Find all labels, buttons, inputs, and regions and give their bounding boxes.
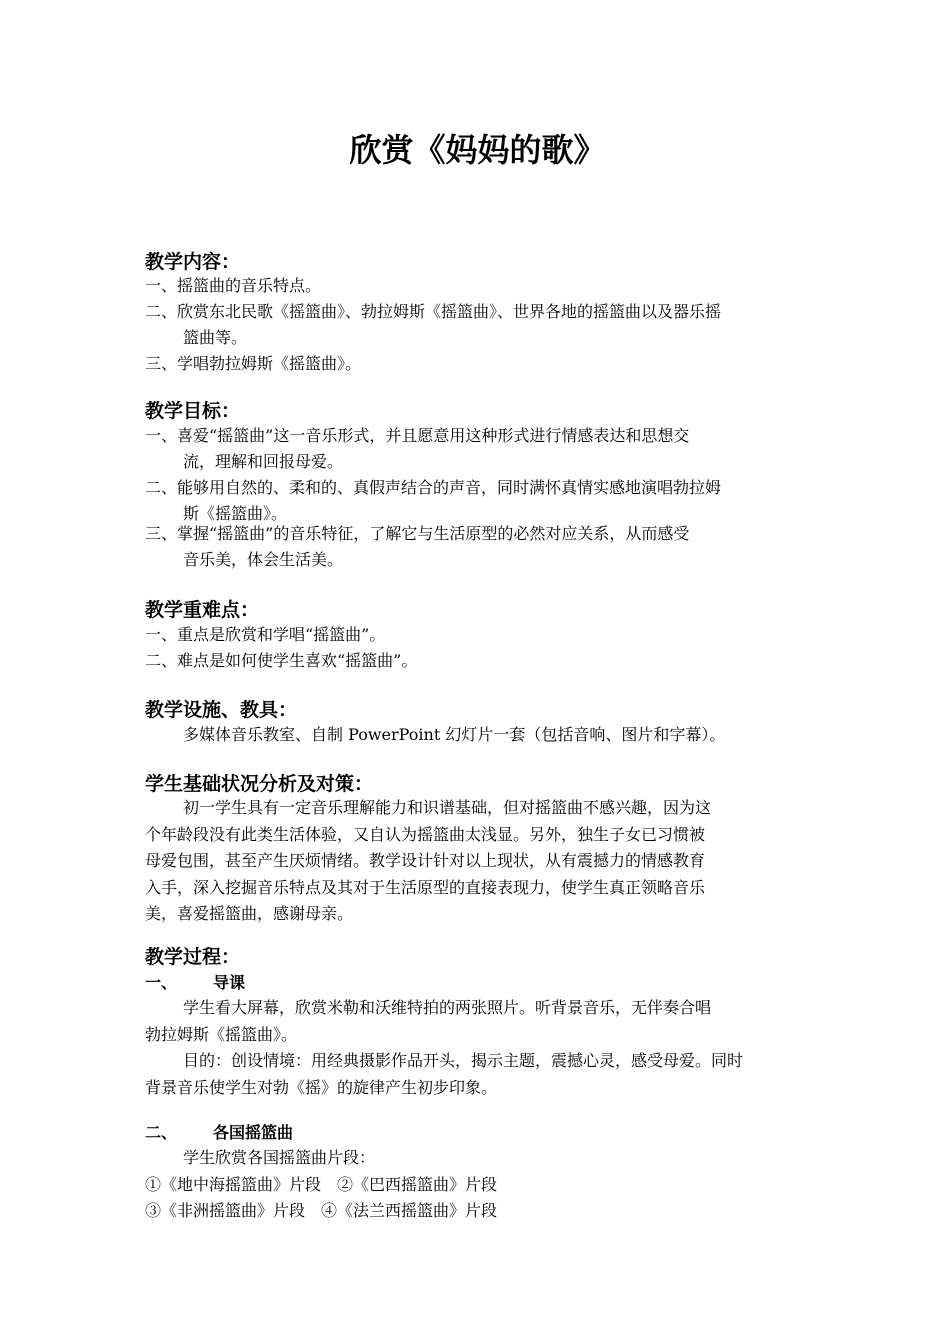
section-heading-content: 教学内容：: [145, 251, 241, 273]
analysis-paragraph: [145, 795, 810, 928]
list-item: [145, 351, 810, 377]
list-item-continuation: 篮曲等。: [183, 328, 248, 347]
paragraph-line: 学生看大屏幕，欣赏米勒和沃维特拍的两张照片。听背景音乐，无伴奏合唱: [183, 998, 712, 1017]
paragraph-line: 学生欣赏各国摇篮曲片段：: [183, 1148, 376, 1167]
section-heading-facilities: 教学设施、教具：: [145, 699, 298, 721]
paragraph-line: 多媒体音乐教室、自制 PowerPoint 幻灯片一套（包括音响、图片和字幕）。: [183, 725, 726, 744]
list-item: [145, 273, 810, 299]
list-item-continuation: 斯《摇篮曲》。: [183, 504, 288, 523]
paragraph-line: 目的：创设情境：用经典摄影作品开头，揭示主题，震撼心灵，感受母爱。同时: [183, 1051, 744, 1070]
list-item-continuation: 音乐美，体会生活美。: [183, 550, 344, 569]
paragraph-line: 母爱包围，甚至产生厌烦情绪。教学设计针对以上现状，从有震撼力的情感教育: [145, 851, 706, 870]
step-label: 各国摇篮曲: [213, 1123, 294, 1142]
section-heading-process: 教学过程：: [145, 946, 241, 968]
list-item-text: 二、能够用自然的、柔和的、真假声结合的声音，同时满怀真情实感地演唱勃拉姆: [145, 478, 722, 497]
step-label: 导课: [213, 973, 246, 992]
paragraph-line: 勃拉姆斯《摇篮曲》。: [145, 1024, 298, 1044]
list-item-text: 三、学唱勃拉姆斯《摇篮曲》。: [145, 354, 362, 373]
process-step-2-paragraph: [145, 1145, 810, 1225]
list-item-continuation: 流，理解和回报母爱。: [183, 452, 344, 471]
facilities-paragraph: [145, 722, 810, 749]
section-heading-analysis: 学生基础状况分析及对策：: [145, 773, 374, 795]
paragraph-line: 个年龄段没有此类生活体验，又自认为摇篮曲太浅显。另外，独生子女已习惯被: [145, 824, 706, 844]
paragraph-line: ①《地中海摇篮曲》片段 ②《巴西摇篮曲》片段: [145, 1174, 498, 1194]
paragraph-line: ③《非洲摇篮曲》片段 ④《法兰西摇篮曲》片段: [145, 1201, 498, 1220]
process-step-1-paragraph: [145, 995, 810, 1101]
section-heading-keypoints: 教学重难点：: [145, 599, 260, 621]
step-number: 一、: [145, 973, 178, 992]
section-heading-goals: 教学目标：: [145, 400, 241, 422]
paragraph-line: 美，喜爱摇篮曲，感谢母亲。: [145, 904, 354, 923]
list-item-text: 一、摇篮曲的音乐特点。: [145, 276, 322, 295]
list-item: [145, 423, 810, 475]
process-step-2-heading: [145, 1121, 293, 1145]
list-item-text: 一、重点是欣赏和学唱“摇篮曲”。: [145, 625, 386, 644]
paragraph-line: 入手，深入挖掘音乐特点及其对于生活原型的直接表现力，使学生真正领略音乐: [145, 877, 706, 897]
list-item: [145, 521, 810, 573]
list-item: [145, 299, 810, 351]
list-item-text: 二、难点是如何使学生喜欢“摇篮曲”。: [145, 651, 418, 670]
document-title: 欣赏《妈妈的歌》: [349, 131, 606, 169]
process-step-1-heading: [145, 971, 245, 995]
list-item: [145, 622, 810, 648]
paragraph-line: 初一学生具有一定音乐理解能力和识谱基础，但对摇篮曲不感兴趣，因为这: [183, 798, 712, 817]
list-item-text: 二、欣赏东北民歌《摇篮曲》、勃拉姆斯《摇篮曲》、世界各地的摇篮曲以及器乐摇: [145, 302, 722, 321]
paragraph-line: 背景音乐使学生对勃《摇》的旋律产生初步印象。: [145, 1077, 498, 1097]
list-item: [145, 648, 810, 674]
step-number: 二、: [145, 1123, 178, 1142]
list-item: [145, 475, 810, 527]
list-item-text: 一、喜爱“摇篮曲”这一音乐形式，并且愿意用这种形式进行情感表达和思想交: [145, 426, 690, 445]
list-item-text: 三、掌握“摇篮曲”的音乐特征，了解它与生活原型的必然对应关系，从而感受: [145, 524, 690, 543]
